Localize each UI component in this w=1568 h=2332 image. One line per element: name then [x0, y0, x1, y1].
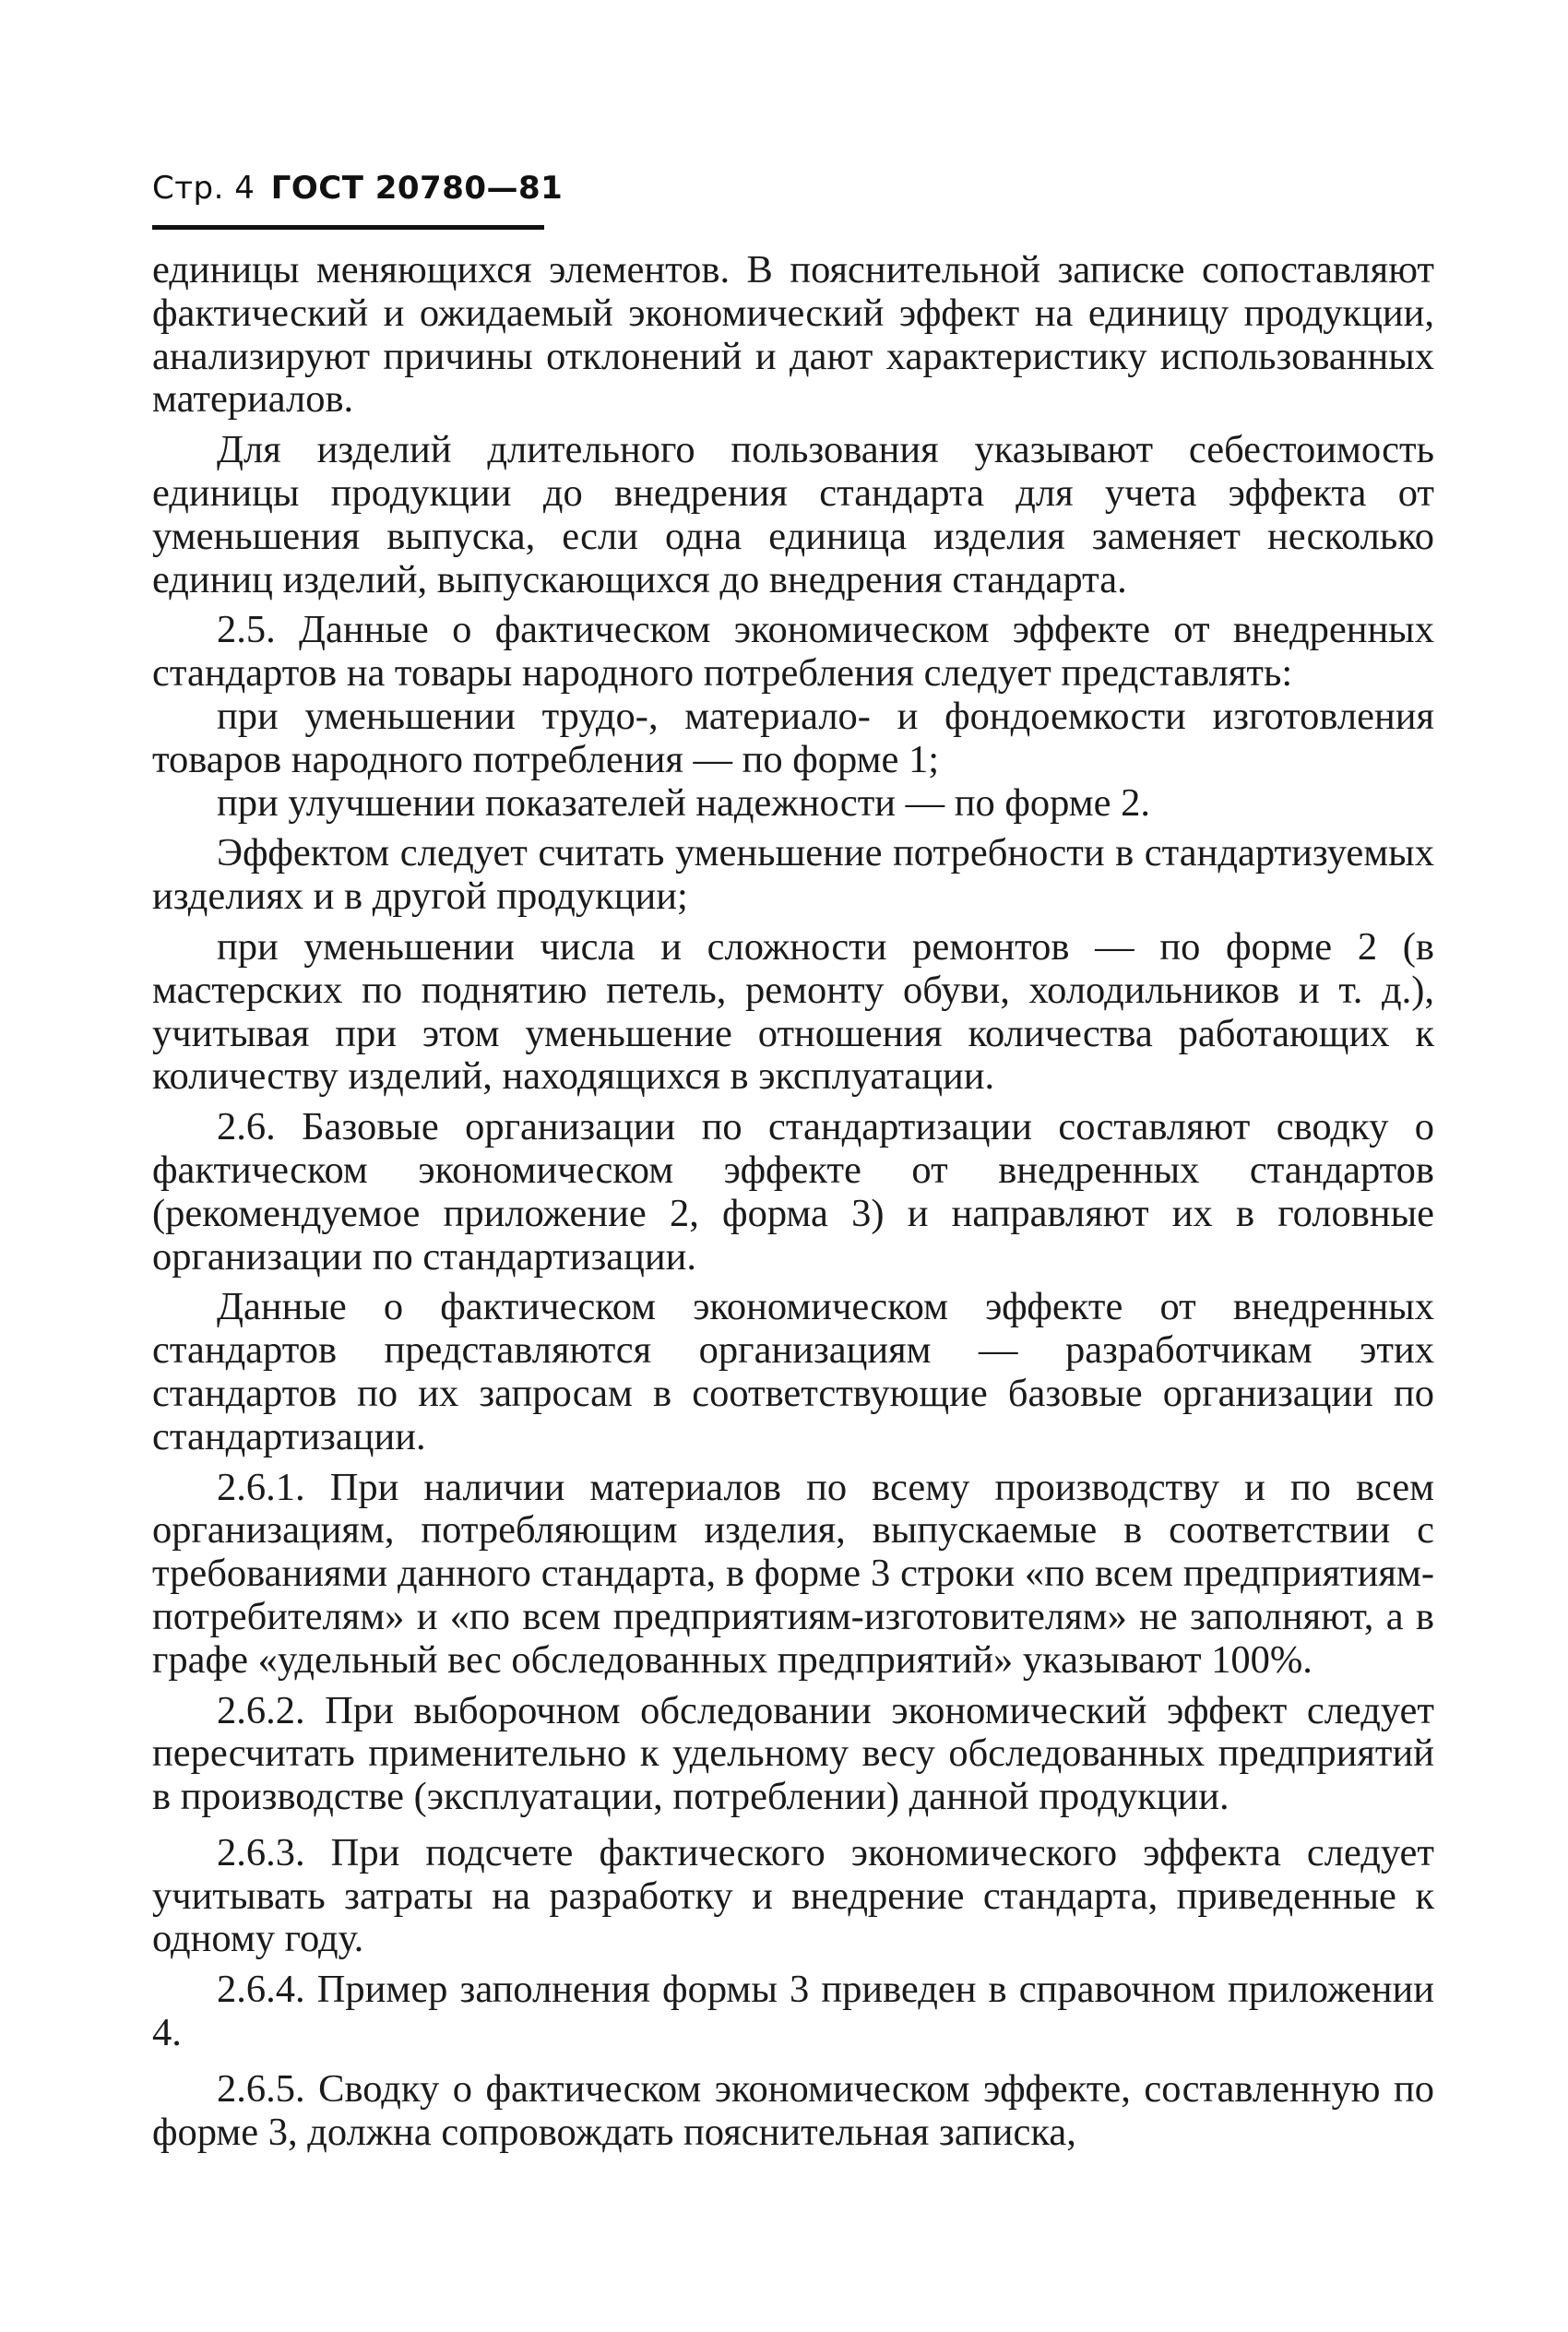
body-text	[152, 249, 1434, 2154]
document-code: ГОСТ 20780—81	[270, 170, 564, 207]
paragraph: при уменьшении трудо-, материало- и фондоемкости изготовления товаров народного потребления — по форме 1;	[152, 694, 1434, 781]
paragraph: Для изделий длительного пользования указывают себестоимость единицы продукции до внедрения стандарта для учета эффекта от уменьшения выпуска, если одна единица изделия заменяет несколько единиц изделий, выпускающихся до внедрения стандарта.	[152, 428, 1434, 601]
header-rule	[152, 225, 544, 230]
clause-2-6-1: 2.6.1. При наличии материалов по всему производству и по всем организациям, потребляющим изделия, выпускаемые в соответствии с требованиями данного стандарта, в форме 3 строки «по всем предприятиям-потребителям» и «по всем предприятиям-изготовителям» не заполняют, а в графе «удельный вес обследованных предприятий» указывают 100%.	[152, 1465, 1434, 1682]
paragraph: при улучшении показателей надежности — по форме 2.	[217, 780, 1151, 825]
page-header	[152, 170, 563, 207]
clause-2-6: 2.6. Базовые организации по стандартизации составляют сводку о фактическом экономическом эффекте от внедренных стандартов (рекомендуемое приложение 2, форма 3) и направляют их в головные организации по стандартизации.	[152, 1105, 1434, 1279]
page-number: Стр. 4	[152, 170, 255, 207]
clause-2-6-3: 2.6.3. При подсчете фактического экономического эффекта следует учитывать затраты на разработку и внедрение стандарта, приведенные к одному году.	[152, 1830, 1434, 1961]
clause-2-6-4: 2.6.4. Пример заполнения формы 3 приведен в справочном приложении 4.	[152, 1968, 1434, 2055]
paragraph: при уменьшении числа и сложности ремонтов — по форме 2 (в мастерских по поднятию петель, ремонту обуви, холодильников и т. д.), учитывая при этом уменьшение отношения количества работающих к количеству изделий, находящихся в эксплуатации.	[152, 924, 1434, 1099]
paragraph: Данные о фактическом экономическом эффекте от внедренных стандартов представляются организациям — разработчикам этих стандартов по их запросам в соответствующие базовые организации по стандартизации.	[152, 1285, 1434, 1458]
paragraph-continuation: единицы меняющихся элементов. В пояснительной записке сопоставляют фактический и ожидаемый экономический эффект на единицу продукции, анализируют причины отклонений и дают характеристику использованных материалов.	[152, 248, 1434, 422]
clause-2-6-5: 2.6.5. Сводку о фактическом экономическом эффекте, составленную по форме 3, должна сопровождать пояснительная записка,	[152, 2066, 1434, 2154]
clause-2-6-2: 2.6.2. При выборочном обследовании экономический эффект следует пересчитать применительно к удельному весу обследованных предприятий в производстве (эксплуатации, потреблении) данной продукции.	[152, 1688, 1434, 1819]
clause-2-5: 2.5. Данные о фактическом экономическом эффекте от внедренных стандартов на товары народного потребления следует представлять:	[152, 608, 1434, 696]
paragraph: Эффектом следует считать уменьшение потребности в стандартизуемых изделиях и в другой продукции;	[152, 831, 1434, 919]
